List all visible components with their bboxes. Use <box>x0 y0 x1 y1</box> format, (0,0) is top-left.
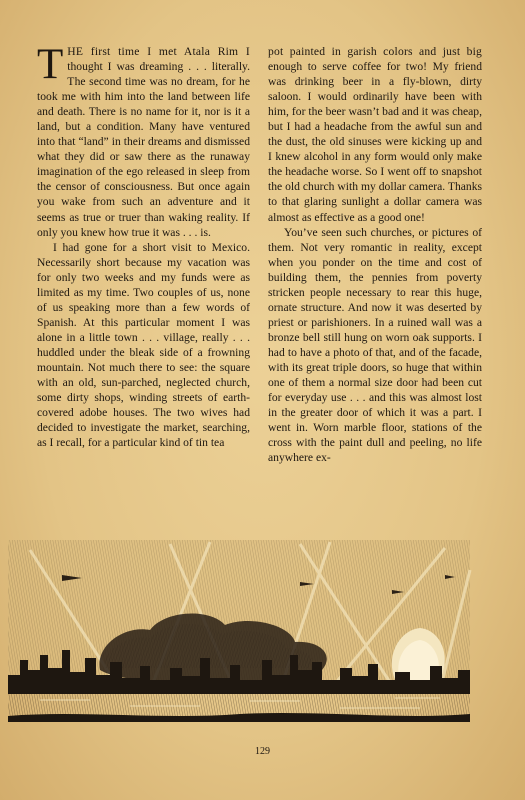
paragraph-4: You’ve seen such churches, or pictures of them. Not very romantic in reality, except when you ponder on the time and cost of building them, the pennies from poverty stricken people necessary to rear this huge, ornate structure. And now it was deserted by priest or parishioners. In a ruined wall was a bronze bell still hung on worn oak supports. I had to have a photo of that, and of the facade, with its great triple doors, so huge that within one of them a normal size door had been cut for everyday use . . . and this was almost lost in the greater door of which it was a part. I went in. Worn marble floor, stations of the cross with the paint dull and peeling, no life anywhere ex- <box>268 225 482 465</box>
drop-cap: T <box>37 41 64 88</box>
paragraph-3: pot painted in garish colors and just big enough to serve coffee for two! My friend was drinking beer in a fly-blown, dirty saloon. I would ordinarily have been with him, for the beer wasn’t bad and it was cheap, but I had a headache from the awful sun and the dust, the old sinuses were kicking up and I knew alcohol in any form would only make the headache worse. So I went off to snapshot the old church with my dollar camera. Thanks to that glaring sunlight a dollar camera was almost as effective as a good one! <box>268 45 482 224</box>
paragraph-2: I had gone for a short visit to Mexico. Necessarily short because my vacation was for only two weeks and my funds were as limited as my time. Two couples of us, none of us speaking more than a few words of Spanish. At this particular moment I was alone in a little town . . . village, really . . . huddled under the bleak side of a frowning mountain. Not much there to see: the square with an old, sun-parched, neglected church, some dirty shops, winding streets of earth-covered adobe houses. The two wives had decided to investigate the market, searching, as I recall, for a particular kind of tin tea <box>37 240 250 450</box>
battle-scene-illustration <box>0 530 525 740</box>
left-column <box>37 41 250 450</box>
ground <box>8 688 470 694</box>
page-number: 129 <box>255 746 270 757</box>
right-column <box>268 44 482 465</box>
paragraph-1-text: HE first time I met Atala Rim I thought I was dreaming . . . literally. The second time was no dream, for he took me with him into the land between life and death. There is no name for it, nor is it a land, but a condition. Many have ventured into that “land” in their dreams and dismissed what they did or saw there as the runaway imagination of the ego released in sleep from the censor of consciousness. But once again you wake from such an adventure and it seems as true or truer than waking reality. If only you knew how true it was . . . is. <box>37 45 250 239</box>
water <box>8 694 470 716</box>
paragraph-1 <box>37 41 250 240</box>
